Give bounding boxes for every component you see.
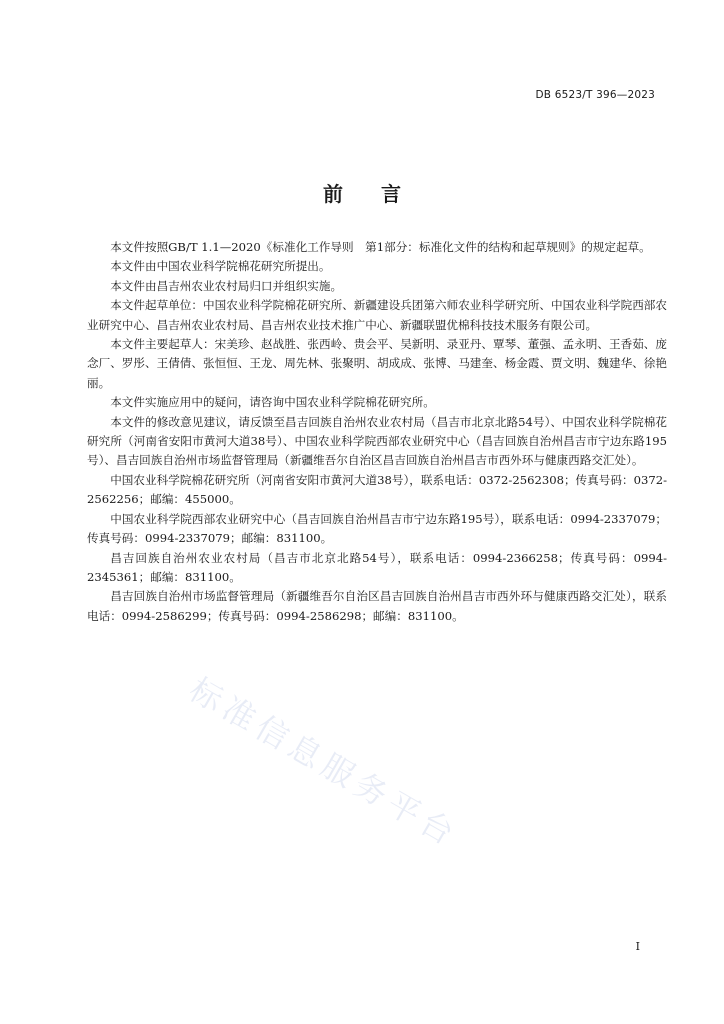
title-char-1: 前 (323, 182, 343, 206)
watermark: 标准信息服务平台 (183, 670, 466, 856)
foreword-body (87, 238, 667, 626)
contact-cotton-institute: 中国农业科学院棉花研究所（河南省安阳市黄河大道38号），联系电话：0372-2562308；传真号码：0372-2562256；邮编：455000。 (87, 472, 667, 507)
paragraph-drafting-rules: 本文件按照GB/T 1.1—2020《标准化工作导则 第1部分：标准化文件的结构和起草规则》的规定起草。 (110, 240, 651, 254)
contact-agriculture-bureau: 昌吉回族自治州农业农村局（昌吉市北京北路54号），联系电话：0994-2366258；传真号码：0994-2345361；邮编：831100。 (87, 550, 667, 584)
contact-western-center: 中国农业科学院西部农业研究中心（昌吉回族自治州昌吉市宁边东路195号），联系电话：0994-2337079；传真号码：0994-2337079；邮编：831100。 (87, 511, 667, 546)
paragraph-proposer: 本文件由中国农业科学院棉花研究所提出。 (110, 259, 331, 274)
paragraph-drafters: 本文件主要起草人：宋美珍、赵战胜、张西岭、贵会平、吴新明、录亚丹、覃琴、董强、孟永明、王香茹、庞念厂、罗彤、王倩倩、张恒恒、王龙、周先林、张聚明、胡成成、张博、马建奎、杨金霞、贾文明、魏建华、徐艳丽。 (87, 337, 667, 390)
paragraph-administrator: 本文件由昌吉州农业农村局归口并组织实施。 (110, 278, 343, 293)
page-title (0, 178, 724, 207)
contact-market-supervision: 昌吉回族自治州市场监督管理局（新疆维吾尔自治区昌吉回族自治州昌吉市西外环与健康西路交汇处），联系电话：0994-2586299；传真号码：0994-2586298；邮编：831100。 (87, 589, 667, 623)
document-code: DB 6523/T 396—2023 (535, 89, 655, 101)
paragraph-feedback: 本文件的修改意见建议，请反馈至昌吉回族自治州农业农村局（昌吉市北京北路54号）、中国农业科学院棉花研究所（河南省安阳市黄河大道38号）、中国农业科学院西部农业研究中心（昌吉回族自治州昌吉市宁边东路195号）、昌吉回族自治州市场监督管理局（新疆维吾尔自治区昌吉回族自治州昌吉市西外环与健康西路交汇处）。 (87, 414, 667, 468)
paragraph-inquiries: 本文件实施应用中的疑问，请咨询中国农业科学院棉花研究所。 (110, 395, 435, 410)
page-number: I (635, 940, 640, 953)
title-char-2: 言 (381, 182, 401, 206)
paragraph-drafting-units: 本文件起草单位：中国农业科学院棉花研究所、新疆建设兵团第六师农业科学研究所、中国农业科学院西部农业研究中心、昌吉州农业农村局、昌吉州农业技术推广中心、新疆联盟优棉科技技术服务有限公司。 (87, 298, 667, 332)
